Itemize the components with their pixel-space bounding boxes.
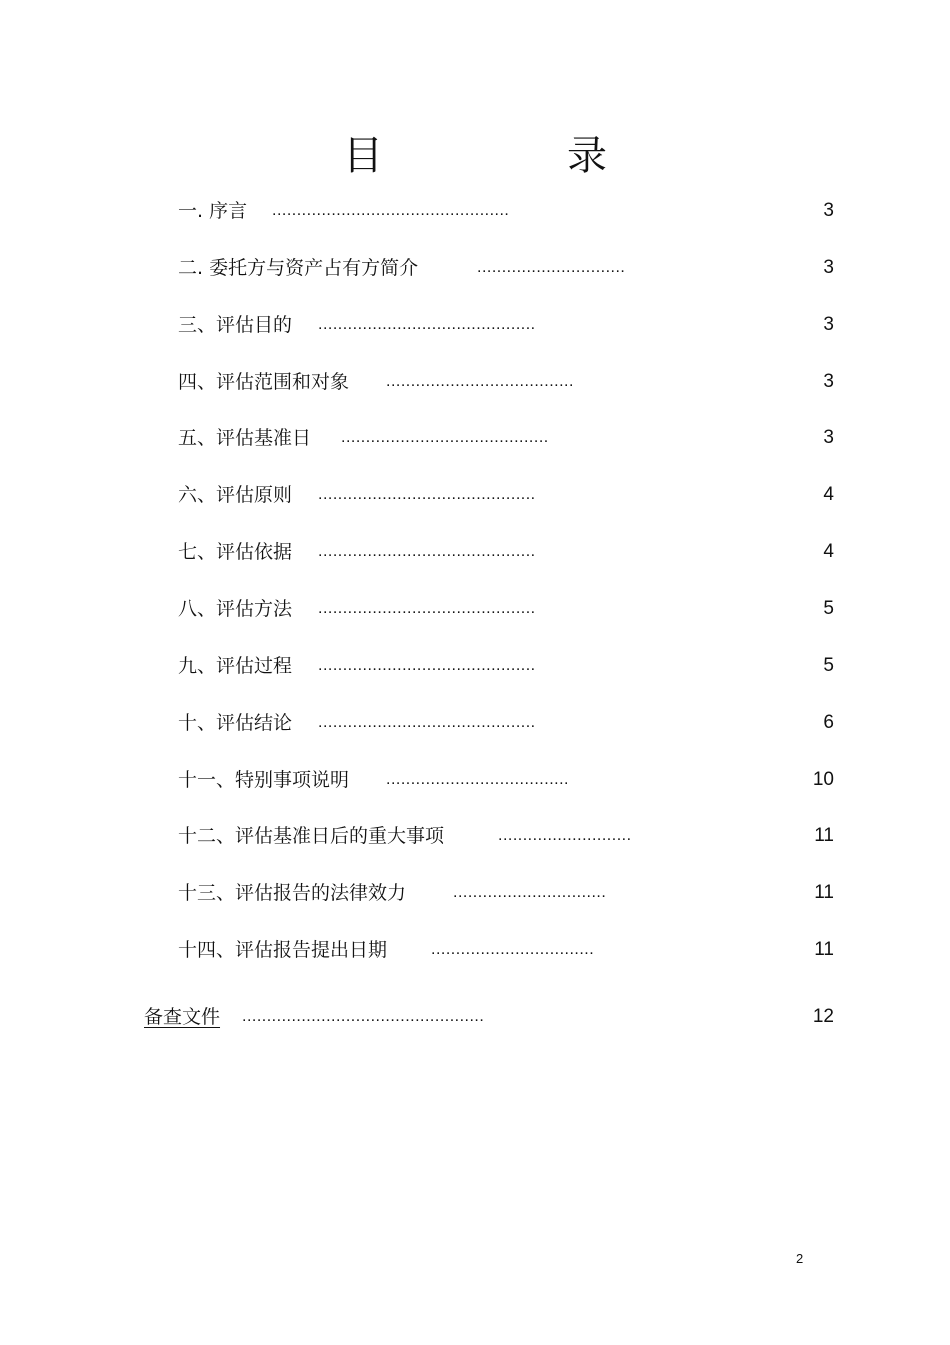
toc-item-report-date[interactable] [0,935,950,965]
toc-label: 四、评估范围和对象 [178,371,350,393]
toc-page-number: 3 [823,314,834,335]
toc-label: 三、评估目的 [178,314,293,336]
toc-label: 九、评估过程 [178,655,293,677]
toc-page-number: 6 [823,712,834,733]
toc-item-conclusion[interactable] [0,708,950,738]
toc-leader-dots: .......................................... [341,429,549,446]
toc-leader-dots: ................................. [431,941,595,958]
toc-leader-dots: .............................. [477,259,626,276]
toc-label: 十三、评估报告的法律效力 [178,882,407,904]
toc-page-number: 3 [823,257,834,278]
toc-leader-dots: ............................................ [318,657,536,674]
toc-item-purpose[interactable] [0,310,950,340]
toc-leader-dots: ............................... [453,884,607,901]
toc-label: 二. 委托方与资产占有方简介 [178,257,419,279]
toc-item-base-date[interactable] [0,423,950,453]
toc-leader-dots: ...................................... [386,373,574,390]
toc-item-appendix[interactable] [0,1002,950,1032]
toc-page-number: 12 [812,1006,834,1027]
toc-label: 十四、评估报告提出日期 [178,939,388,961]
toc-item-legal-effect[interactable] [0,878,950,908]
toc-item-special-matters[interactable] [0,765,950,795]
toc-page-number: 3 [823,371,834,392]
toc-item-subsequent-events[interactable] [0,821,950,851]
toc-label: 十一、特别事项说明 [178,769,350,791]
toc-leader-dots: ............................................ [318,486,536,503]
toc-leader-dots: ............................................ [318,714,536,731]
toc-page-number: 4 [823,541,834,562]
toc-page-number: 4 [823,484,834,505]
toc-item-principles[interactable] [0,480,950,510]
toc-leader-dots: ................................................. [242,1008,485,1025]
toc-item-scope[interactable] [0,367,950,397]
toc-leader-dots: ............................................ [318,543,536,560]
toc-label: 六、评估原则 [178,484,293,506]
toc-label: 十、评估结论 [178,712,293,734]
toc-page-number: 11 [814,882,834,903]
toc-leader-dots: ................................................ [272,202,510,219]
toc-item-preface[interactable] [0,196,950,226]
toc-leader-dots: ........................... [498,827,632,844]
toc-label: 八、评估方法 [178,598,293,620]
page-number: 2 [796,1251,804,1266]
toc-label: 一. 序言 [178,200,248,222]
toc-label-appendix: 备查文件 [144,1006,221,1028]
toc-page-number: 3 [823,427,834,448]
toc-item-methods[interactable] [0,594,950,624]
toc-page-number: 10 [812,769,834,790]
toc-leader-dots: ............................................ [318,316,536,333]
toc-item-process[interactable] [0,651,950,681]
toc-page-number: 3 [823,200,834,221]
toc-item-client-intro[interactable] [0,253,950,283]
toc-page-number: 5 [823,598,834,619]
page-title: 目 录 [343,133,679,179]
toc-item-basis[interactable] [0,537,950,567]
toc-page-number: 11 [814,825,834,846]
toc-label: 五、评估基准日 [178,427,312,449]
toc-page-number: 11 [814,939,834,960]
toc-leader-dots: ............................................ [318,600,536,617]
toc-label: 七、评估依据 [178,541,293,563]
toc-leader-dots: ..................................... [386,771,569,788]
toc-page-number: 5 [823,655,834,676]
toc-label: 十二、评估基准日后的重大事项 [178,825,445,847]
